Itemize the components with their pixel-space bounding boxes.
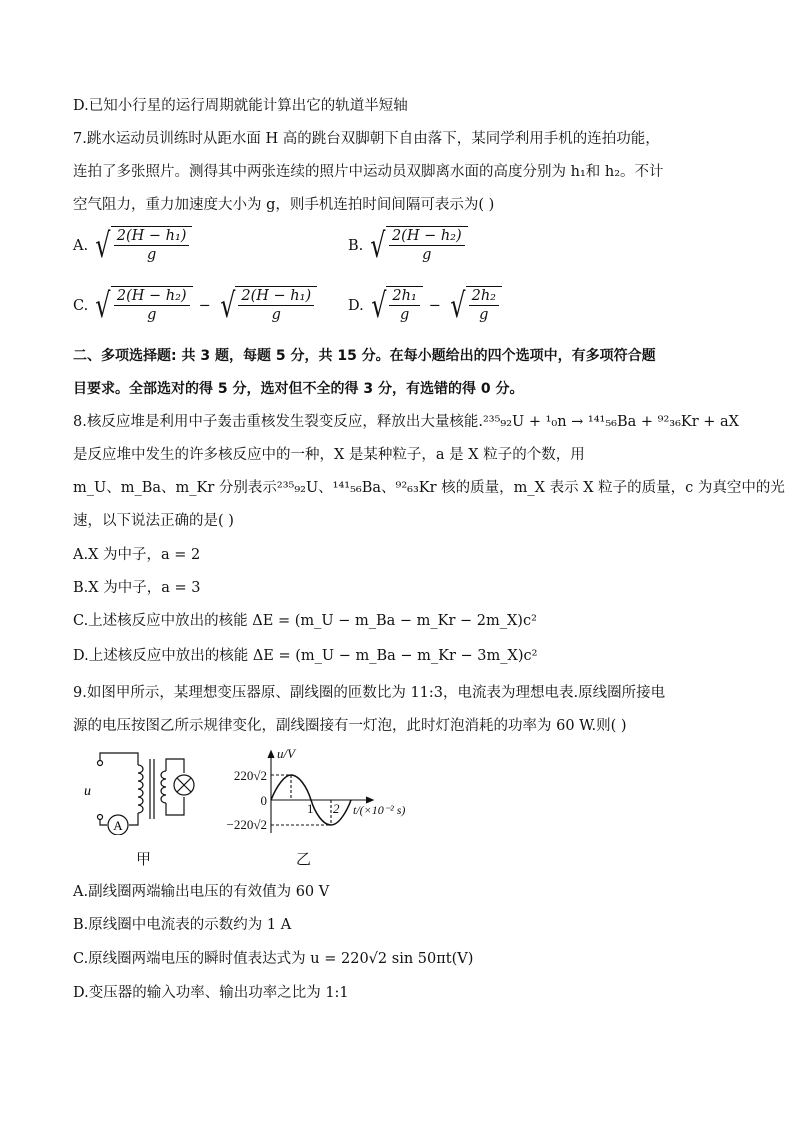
numerator: 2h₁ <box>389 288 419 306</box>
denominator: g <box>399 307 410 323</box>
voltage-time-graph <box>215 745 445 840</box>
q9-option-a: A.副线圈两端输出电压的有效值为 60 V <box>73 884 330 900</box>
q7-option-a <box>73 226 192 266</box>
x-tick-2: 2 <box>333 801 340 816</box>
q8-option-c: C.上述核反应中放出的核能 ΔE = (m_U − m_Ba − m_Kr − 2m_X)c² <box>73 613 537 629</box>
question-8-line-4: 速，以下说法正确的是( ) <box>73 513 234 529</box>
option-label: A. <box>73 238 89 254</box>
question-7-line-3: 空气阻力，重力加速度大小为 g，则手机连拍时间间隔可表示为( ) <box>73 197 495 213</box>
sqrt-expression: √ $\frac{\text{2(H − h₁)}}{g}$ <box>92 226 192 266</box>
sqrt-expression: √ $\frac{\text{2(H − h₁)}}{g}$ <box>217 286 317 326</box>
numerator: 2h₂ <box>469 288 499 306</box>
q9-option-d: D.变压器的输入功率、输出功率之比为 1:1 <box>73 985 349 1001</box>
figure-jia-caption: 甲 <box>136 850 152 868</box>
numerator: 2(H − h₂) <box>389 228 465 246</box>
option-label: C. <box>73 298 89 314</box>
q8-option-d: D.上述核反应中放出的核能 ΔE = (m_U − m_Ba − m_Kr − 3m_X)c² <box>73 648 538 664</box>
q9-option-b: B.原线圈中电流表的示数约为 1 A <box>73 917 292 933</box>
question-9-line-1: 9.如图甲所示，某理想变压器原、副线圈的匝数比为 11:3，电流表为理想电表.原线圈所接电 <box>73 685 666 701</box>
transformer-circuit-diagram <box>78 745 218 835</box>
numerator: 2(H − h₁) <box>114 228 190 246</box>
sqrt-expression: √ $\frac{\text{2h₂}}{g}$ <box>447 286 502 326</box>
numerator: 2(H − h₁) <box>238 288 314 306</box>
question-9-line-2: 源的电压按图乙所示规律变化，副线圈接有一灯泡，此时灯泡消耗的功率为 60 W.则( ) <box>73 718 627 734</box>
option-label: B. <box>348 238 364 254</box>
question-7-line-2: 连拍了多张照片。测得其中两张连续的照片中运动员双脚离水面的高度分别为 h₁和 h₂。不计 <box>73 164 664 180</box>
source-voltage-label: u <box>84 784 91 799</box>
figure-yi-caption: 乙 <box>296 850 312 868</box>
section-2-heading-line-1: 二、多项选择题: 共 3 题，每题 5 分，共 15 分。在每小题给出的四个选项中，有多项符合题 <box>73 348 656 364</box>
sqrt-expression: √ $\frac{\text{2h₁}}{g}$ <box>368 286 423 326</box>
origin-label: 0 <box>260 793 267 808</box>
sqrt-expression: √ $\frac{\text{2(H − h₂)}}{g}$ <box>92 286 192 326</box>
denominator: g <box>271 307 281 323</box>
x-tick-1: 1 <box>307 801 314 816</box>
minus-sign: − <box>428 298 441 314</box>
denominator: g <box>147 307 157 323</box>
q7-option-b <box>348 226 468 266</box>
question-8-line-1: 8.核反应堆是利用中子轰击重核发生裂变反应，释放出大量核能.²³⁵₉₂U + ¹₀n → ¹⁴¹₅₆Ba + ⁹²₃₆Kr + aX <box>73 414 740 430</box>
y-axis-label: u/V <box>277 746 296 761</box>
denominator: g <box>422 247 432 263</box>
question-8-line-3: m_U、m_Ba、m_Kr 分别表示²³⁵₉₂U、¹⁴¹₅₆Ba、⁹²₆₃Kr 核的质量，m_X 表示 X 粒子的质量，c 为真空中的光 <box>73 480 785 496</box>
q9-option-c: C.原线圈两端电压的瞬时值表达式为 u = 220√2 sin 50πt(V) <box>73 951 474 967</box>
denominator: g <box>146 247 157 263</box>
denominator: g <box>479 307 489 323</box>
option-label: D. <box>348 298 364 314</box>
question-7-line-1: 7.跳水运动员训练时从距水面 H 高的跳台双脚朝下自由落下，某同学利用手机的连拍功能， <box>73 131 660 147</box>
q8-option-a: A.X 为中子，a = 2 <box>73 547 201 563</box>
numerator: 2(H − h₂) <box>114 288 190 306</box>
q8-option-b: B.X 为中子，a = 3 <box>73 580 201 596</box>
minus-sign: − <box>198 298 211 314</box>
x-axis-label: t/(×10⁻² s) <box>353 803 406 817</box>
section-2-heading-line-2: 目要求。全部选对的得 5 分，选对但不全的得 3 分，有选错的得 0 分。 <box>73 381 524 397</box>
q7-option-c <box>73 286 317 326</box>
text-line: D.已知小行星的运行周期就能计算出它的轨道半短轴 <box>73 98 408 114</box>
question-8-line-2: 是反应堆中发生的许多核反应中的一种，X 是某种粒子，a 是 X 粒子的个数，用 <box>73 447 585 463</box>
y-min-label: −220√2 <box>226 817 267 832</box>
sqrt-expression: √ $\frac{\text{2(H − h₂)}}{g}$ <box>367 226 467 266</box>
q7-option-d <box>348 286 502 326</box>
y-max-label: 220√2 <box>233 768 267 783</box>
ammeter-label: A <box>113 818 123 833</box>
